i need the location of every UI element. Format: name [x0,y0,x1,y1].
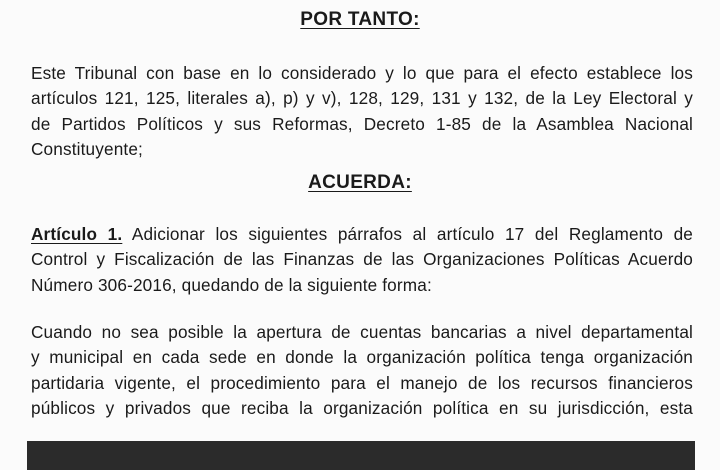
paragraph-line: partidaria vigente, el procedimiento para el manejo de los recursos financieros [31,372,693,393]
article-1-label: Artículo 1. [31,224,123,244]
paragraph-line: y municipal en cada sede en donde la organización política tenga organización [31,347,693,368]
paragraph-line: de Partidos Políticos y sus Reformas, Decreto 1-85 de la Asamblea Nacional [31,113,693,134]
heading-acuerda: ACUERDA: [308,172,412,193]
paragraph-line: artículos 121, 125, literales a), p) y v), 128, 129, 131 y 132, de la Ley Electoral y [31,88,693,109]
article-1-paragraph [31,222,693,298]
paragraph-considerando [31,61,693,163]
paragraph-line: Este Tribunal con base en lo considerado y lo que para el efecto establece los [31,63,693,83]
article-1-line [31,222,693,247]
article-1-text: Adicionar los siguientes párrafos al artículo 17 del Reglamento de [122,224,693,244]
heading-por-tanto: POR TANTO: [300,9,420,30]
article-1-line: Control y Fiscalización de las Finanzas de las Organizaciones Políticas Acuerdo [31,249,693,270]
paragraph-cuentas-bancarias [31,320,693,422]
paragraph-line: Constituyente; [31,139,143,160]
bottom-dark-bar [27,441,695,470]
paragraph-line: Cuando no sea posible la apertura de cuentas bancarias a nivel departamental [31,322,693,342]
article-1-line: Número 306-2016, quedando de la siguiente forma: [31,274,432,295]
paragraph-line: públicos y privados que reciba la organización política en su jurisdicción, esta [31,398,693,419]
